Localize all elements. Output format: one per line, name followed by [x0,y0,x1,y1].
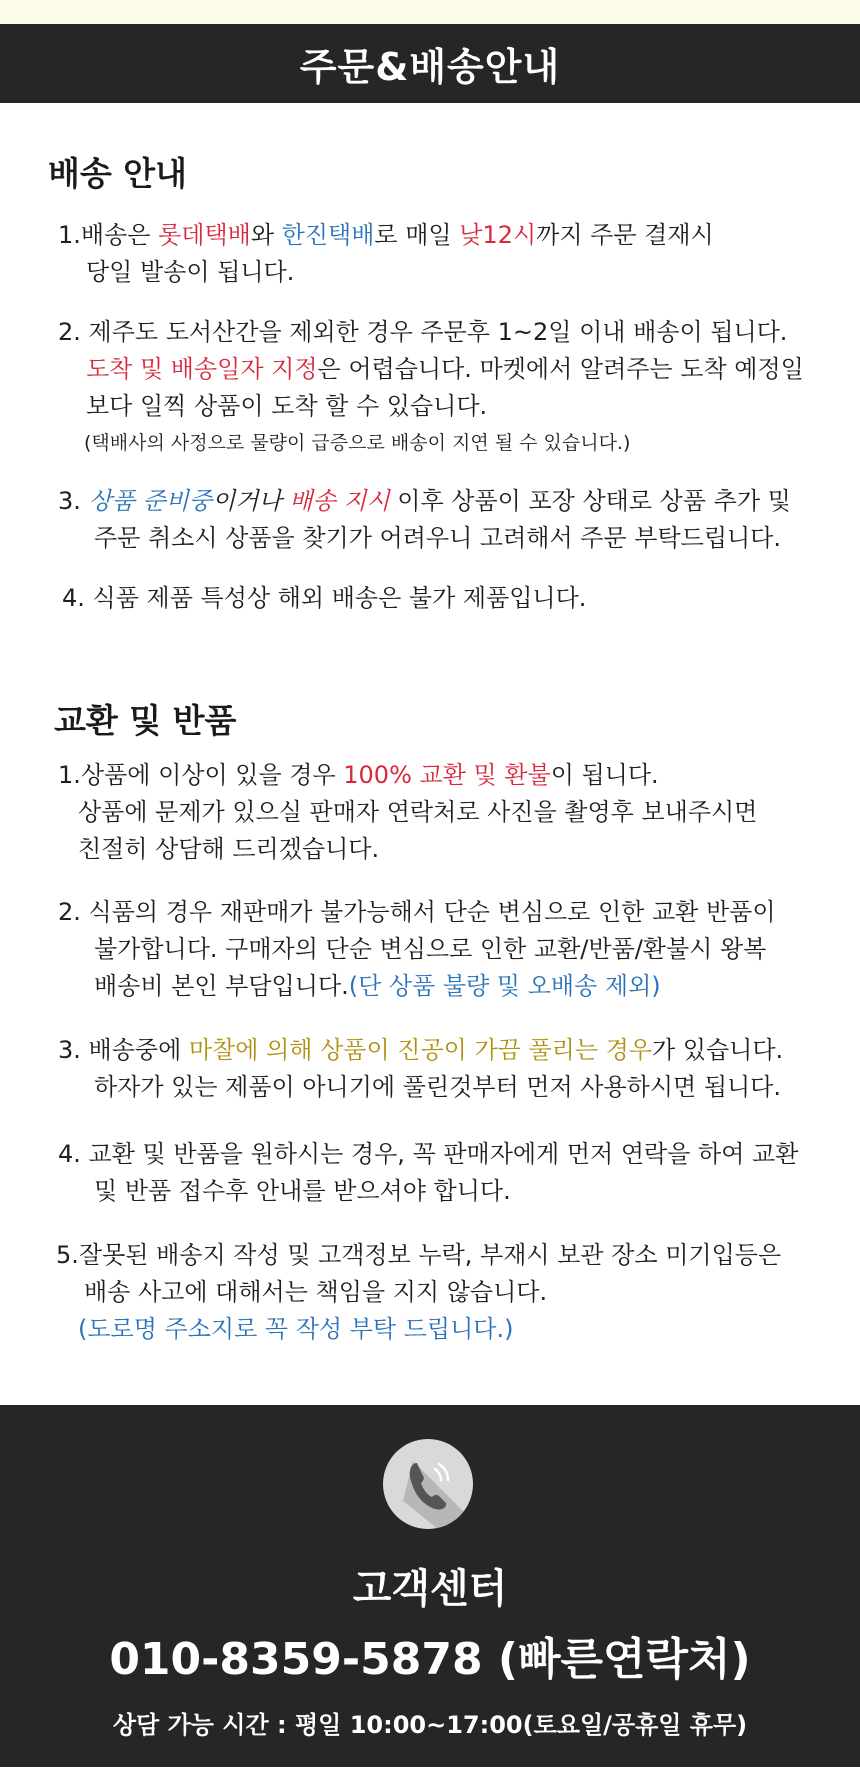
returns-item-4 [58,1136,798,1210]
preparing-highlight: 상품 준비중 [88,487,213,515]
returns-item-4-line-2: 및 반품 접수후 안내를 받으셔야 합니다. [94,1177,511,1205]
top-strip [0,0,860,24]
customer-center-phone: 010-8359-5878 (빠른연락처) [109,1634,751,1685]
shipping-item-1-line-2: 당일 발송이 됩니다. [86,258,295,286]
text: 와 [250,221,282,249]
shipping-section-title: 배송 안내 [48,154,188,193]
returns-item-1-line-3: 친절히 상담해 드리겠습니다. [78,835,380,863]
consultation-hours: 상담 가능 시간 : 평일 10:00~17:00(토요일/공휴일 휴무) [112,1711,748,1739]
returns-item-2-line-2: 불가합니다. 구매자의 단순 변심으로 인한 교환/반품/환불시 왕복 [94,935,767,963]
text: 1.배송은 [58,221,159,249]
shipping-item-3 [58,483,791,557]
returns-item-2-line-1: 2. 식품의 경우 재판매가 불가능해서 단순 변심으로 인한 교환 반품이 [58,898,776,926]
returns-item-3-line-1 [58,1032,783,1069]
text: 배송비 본인 부담입니다. [94,972,349,1000]
shipping-item-4-line-1: 4. 식품 제품 특성상 해외 배송은 불가 제품입니다. [62,584,587,612]
returns-section-title: 교환 및 반품 [54,701,237,740]
returns-item-1-line-1 [58,757,757,794]
returns-item-5 [56,1237,781,1348]
text: 로 매일 [374,221,460,249]
exception-note: (단 상품 불량 및 오배송 제외) [348,972,661,1000]
page-title: 주문&배송안내 [299,45,561,89]
shipping-item-2-line-2 [58,351,804,388]
text: 이후 상품이 포장 상태로 상품 추가 및 [389,487,791,515]
hanjin-courier-highlight: 한진택배 [281,221,375,249]
shipping-item-3-line-2: 주문 취소시 상품을 찾기가 어려우니 고려해서 주문 부탁드립니다. [94,524,781,552]
shipping-item-2-line-3: 보다 일찍 상품이 도착 할 수 있습니다. [86,392,488,420]
shipping-item-4 [62,580,586,617]
delivery-date-highlight: 도착 및 배송일자 지정 [86,355,318,383]
shipping-item-3-line-1 [58,483,791,520]
text: 1.상품에 이상이 있을 경우 [58,761,344,789]
text: 3. 배송중에 [58,1036,189,1064]
text: 은 어렵습니다. 마켓에서 알려주는 도착 예정일 [317,355,804,383]
returns-item-1 [58,757,757,868]
text: 까지 주문 결재시 [536,221,714,249]
noon-deadline-highlight: 낮12시 [459,221,537,249]
returns-item-2 [58,894,776,1005]
text: 가 있습니다. [652,1036,784,1064]
phone-icon-graphic [383,1439,473,1529]
returns-item-2-line-3 [58,968,776,1005]
shipping-item-1-line-1 [58,217,714,254]
bottom-strip [0,1767,860,1782]
returns-item-5-line-1: 5.잘못된 배송지 작성 및 고객정보 누락, 부재시 보관 장소 미기입등은 [56,1241,782,1269]
phone-icon [383,1439,473,1529]
customer-center-footer [0,1405,860,1767]
lotte-courier-highlight: 롯데택배 [158,221,251,249]
text: 이 됩니다. [550,761,659,789]
shipping-item-1 [58,217,714,291]
returns-item-4-line-1: 4. 교환 및 반품을 원하시는 경우, 꼭 판매자에게 먼저 연락을 하여 교환 [58,1140,799,1168]
returns-item-3 [58,1032,783,1106]
text: 3. [58,487,89,515]
shipping-item-2 [58,314,804,462]
vacuum-release-highlight: 마찰에 의해 상품이 진공이 가끔 풀리는 경우 [188,1036,652,1064]
full-refund-highlight: 100% 교환 및 환불 [343,761,551,789]
returns-item-1-line-2: 상품에 문제가 있으실 판매자 연락처로 사진을 촬영후 보내주시면 [78,798,758,826]
returns-item-3-line-2: 하자가 있는 제품이 아니기에 풀린것부터 먼저 사용하시면 됩니다. [94,1073,781,1101]
shipping-order-highlight: 배송 지시 [289,487,390,515]
text: 이거나 [212,487,290,515]
shipping-item-2-line-1: 2. 제주도 도서산간을 제외한 경우 주문후 1~2일 이내 배송이 됩니다. [58,318,788,346]
returns-item-5-line-2: 배송 사고에 대해서는 책임을 지지 않습니다. [84,1278,548,1306]
page-header [0,24,860,103]
shipping-delay-note: (택배사의 사정으로 물량이 급증으로 배송이 지연 될 수 있습니다.) [84,432,631,454]
returns-item-5-note: (도로명 주소지로 꼭 작성 부탁 드립니다.) [78,1315,514,1343]
customer-center-title: 고객센터 [352,1566,508,1612]
